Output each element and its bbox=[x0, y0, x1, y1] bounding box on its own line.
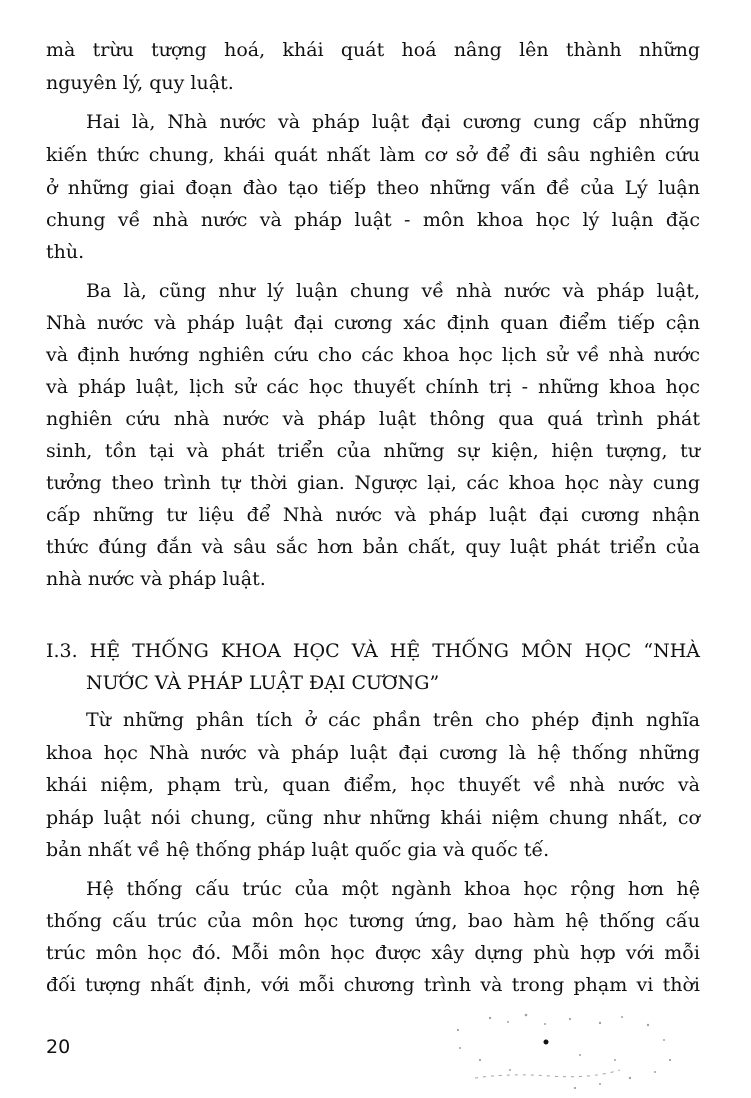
text-line: khái niệm, phạm trù, quan điểm, học thuyết về nhà nước và bbox=[46, 774, 700, 796]
text-line: và pháp luật, lịch sử các học thuyết chính trị - những khoa học bbox=[46, 376, 700, 398]
text-line: thức đúng đắn và sâu sắc hơn bản chất, quy luật phát triển của bbox=[46, 536, 700, 558]
text-line: đối tượng nhất định, với mỗi chương trình và trong phạm vi thời bbox=[46, 974, 700, 996]
page-number: 20 bbox=[46, 1036, 71, 1058]
scan-smudge bbox=[450, 1000, 690, 1095]
text-line: bản nhất về hệ thống pháp luật quốc gia và quốc tế. bbox=[46, 839, 550, 861]
text-line: Hai là, Nhà nước và pháp luật đại cương cung cấp những bbox=[86, 111, 700, 133]
section-heading: I.3. HỆ THỐNG KHOA HỌC VÀ HỆ THỐNG MÔN HỌC “NHÀ bbox=[46, 640, 700, 662]
section-heading-continuation: NƯỚC VÀ PHÁP LUẬT ĐẠI CƯƠNG” bbox=[86, 672, 440, 694]
text-line: nghiên cứu nhà nước và pháp luật thông qua quá trình phát bbox=[46, 408, 700, 430]
text-line: và định hướng nghiên cứu cho các khoa học lịch sử về nhà nước bbox=[46, 344, 700, 366]
text-line: Hệ thống cấu trúc của một ngành khoa học rộng hơn hệ bbox=[86, 878, 700, 900]
text-line: Ba là, cũng như lý luận chung về nhà nước và pháp luật, bbox=[86, 280, 700, 302]
text-line: kiến thức chung, khái quát nhất làm cơ sở để đi sâu nghiên cứu bbox=[46, 144, 700, 166]
text-line: nhà nước và pháp luật. bbox=[46, 568, 266, 590]
text-line: thống cấu trúc của môn học tương ứng, bao hàm hệ thống cấu bbox=[46, 910, 700, 932]
text-line: pháp luật nói chung, cũng như những khái niệm chung nhất, cơ bbox=[46, 807, 700, 829]
text-line: Nhà nước và pháp luật đại cương xác định quan điểm tiếp cận bbox=[46, 312, 700, 334]
text-line: nguyên lý, quy luật. bbox=[46, 72, 234, 94]
text-line: sinh, tồn tại và phát triển của những sự kiện, hiện tượng, tư bbox=[46, 440, 700, 462]
text-line: cấp những tư liệu để Nhà nước và pháp luật đại cương nhận bbox=[46, 504, 700, 526]
text-line: trúc môn học đó. Mỗi môn học được xây dựng phù hợp với mỗi bbox=[46, 942, 700, 964]
text-line: ở những giai đoạn đào tạo tiếp theo những vấn đề của Lý luận bbox=[46, 177, 700, 199]
text-line: thù. bbox=[46, 241, 85, 263]
text-line: khoa học Nhà nước và pháp luật đại cương là hệ thống những bbox=[46, 742, 700, 764]
text-line: Từ những phân tích ở các phần trên cho phép định nghĩa bbox=[86, 709, 700, 731]
text-line: tưởng theo trình tự thời gian. Ngược lại, các khoa học này cung bbox=[46, 472, 700, 494]
text-line: chung về nhà nước và pháp luật - môn khoa học lý luận đặc bbox=[46, 209, 700, 231]
text-line: mà trừu tượng hoá, khái quát hoá nâng lên thành những bbox=[46, 39, 700, 61]
